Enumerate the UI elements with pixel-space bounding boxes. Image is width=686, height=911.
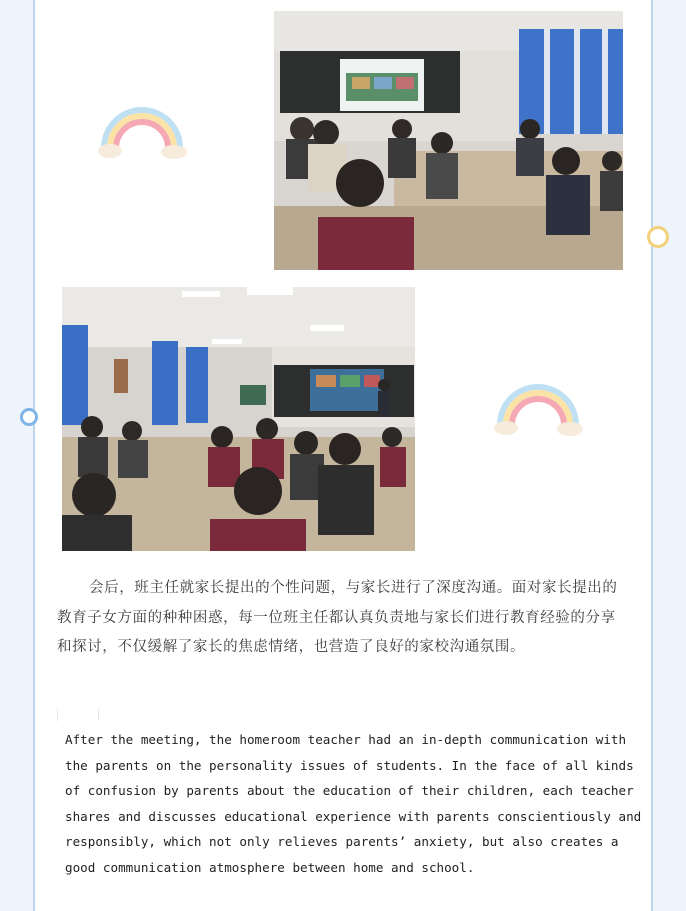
rainbow-icon [490,381,586,441]
divider [57,709,99,721]
classroom-meeting-photo-2 [62,287,415,551]
paragraph-en-line: shares and discusses educational experience with parents conscientiously and [65,808,642,824]
article-paragraph-zh [57,574,629,663]
paragraph-en-line: of confusion by parents about the education of their children, each teacher [65,783,634,798]
article-paragraph-en [65,727,642,880]
paragraph-en-line: responsibly, which not only relieves parents’ anxiety, but also creates a [65,834,619,849]
paragraph-en-line: the parents on the personality issues of students. In the face of all kinds [65,757,634,773]
ring-icon [647,226,669,248]
paragraph-zh-text: 会后，班主任就家长提出的个性问题，与家长进行了深度沟通。面对家长提出的教育子女方面的种种困惑，每一位班主任都认真负责地与家长们进行教育经验的分享和探讨，不仅缓解了家长的焦虑情绪，也营造了良好的家校沟通氛围。 [57,580,618,655]
paragraph-en-line: After the meeting, the homeroom teacher had an in-depth communication with [65,732,627,747]
classroom-meeting-photo-1 [274,11,623,270]
rainbow-icon [94,104,190,164]
ring-icon [20,408,38,426]
paragraph-en-line: good communication atmosphere between home and school. [65,859,475,875]
